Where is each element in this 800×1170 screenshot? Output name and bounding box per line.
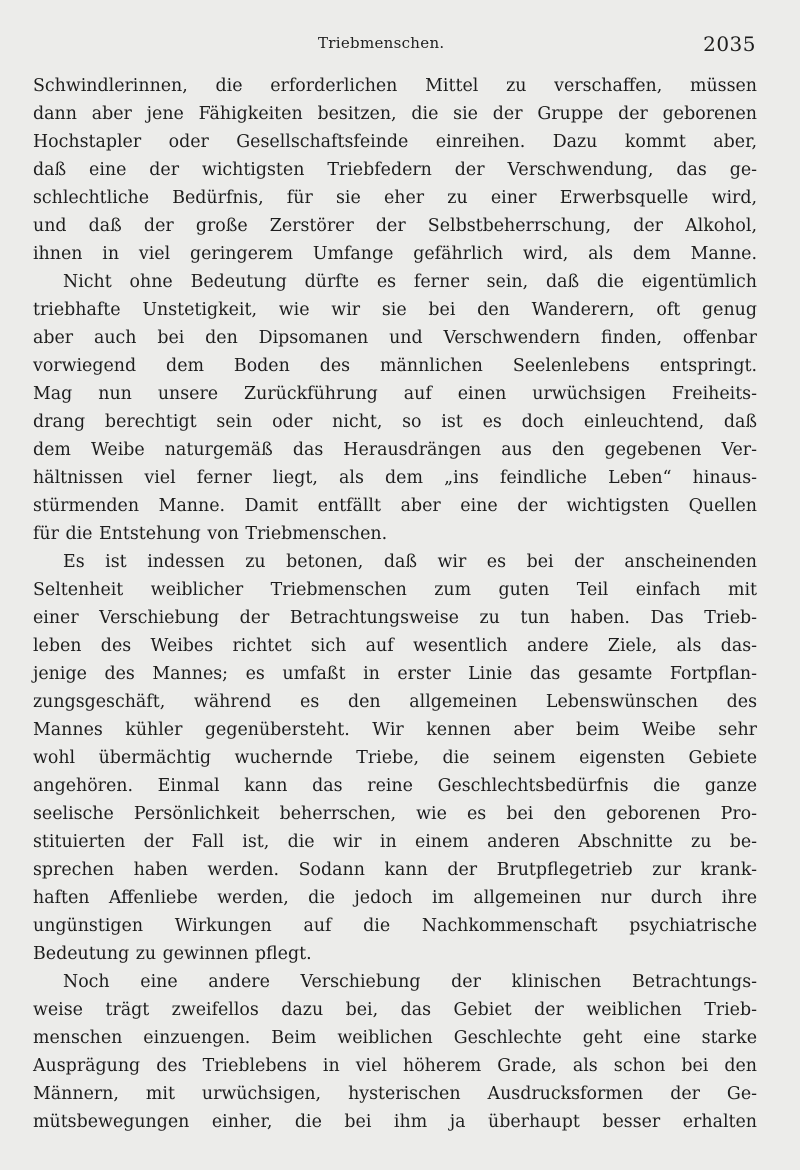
text-line: haften Affenliebe werden, die jedoch im allgemeinen nur durch ihre [33,888,757,908]
paragraph-4 [33,968,757,1136]
page-number: 2035 [703,32,756,56]
text-line: Mag nun unsere Zurückführung auf einen urwüchsigen Freiheits- [33,384,757,404]
page-header [0,0,800,60]
text-line: daß eine der wichtigsten Triebfedern der Verschwendung, das ge- [33,160,757,180]
text-line: weise trägt zweifellos dazu bei, das Gebiet der weiblichen Trieb- [33,1000,757,1020]
text-line: Es ist indessen zu betonen, daß wir es bei der anscheinenden [63,552,757,572]
text-line: sprechen haben werden. Sodann kann der Brutpflegetrieb zur krank- [33,860,757,880]
text-line: angehören. Einmal kann das reine Geschlechtsbedürfnis die ganze [33,776,757,796]
text-line: Schwindlerinnen, die erforderlichen Mittel zu verschaffen, müssen [33,76,757,96]
text-line: stituierten der Fall ist, die wir in einem anderen Abschnitte zu be- [33,832,757,852]
text-line: drang berechtigt sein oder nicht, so ist es doch einleuchtend, daß [33,412,757,432]
text-line: stürmenden Manne. Damit entfällt aber eine der wichtigsten Quellen [33,496,757,516]
text-line: und daß der große Zerstörer der Selbstbeherrschung, der Alkohol, [33,216,757,236]
text-line: ungünstigen Wirkungen auf die Nachkommenschaft psychiatrische [33,916,757,936]
text-line: seelische Persönlichkeit beherrschen, wie es bei den geborenen Pro- [33,804,757,824]
text-line: Nicht ohne Bedeutung dürfte es ferner sein, daß die eigentümlich [63,272,757,292]
text-line: Hochstapler oder Gesellschaftsfeinde einreihen. Dazu kommt aber, [33,132,757,152]
paragraph-3 [33,548,757,968]
text-line: aber auch bei den Dipsomanen und Verschwendern finden, offenbar [33,328,757,348]
body-text [33,72,757,1136]
text-line: einer Verschiebung der Betrachtungsweise zu tun haben. Das Trieb- [33,608,757,628]
text-line: menschen einzuengen. Beim weiblichen Geschlechte geht eine starke [33,1028,757,1048]
text-line: hältnissen viel ferner liegt, als dem „ins feindliche Leben“ hinaus- [33,468,757,488]
text-line: vorwiegend dem Boden des männlichen Seelenlebens entspringt. [33,356,757,376]
text-line: Männern, mit urwüchsigen, hysterischen Ausdrucksformen der Ge- [33,1084,757,1104]
text-line: mütsbewegungen einher, die bei ihm ja überhaupt besser erhalten [33,1112,757,1132]
text-line: schlechtliche Bedürfnis, für sie eher zu einer Erwerbsquelle wird, [33,188,757,208]
paragraph-1 [33,72,757,268]
running-title: Triebmenschen. [318,34,445,52]
text-line: Bedeutung zu gewinnen pflegt. [33,944,312,964]
text-line: Ausprägung des Trieblebens in viel höherem Grade, als schon bei den [33,1056,757,1076]
text-line: leben des Weibes richtet sich auf wesentlich andere Ziele, als das- [33,636,757,656]
text-line: triebhafte Unstetigkeit, wie wir sie bei den Wanderern, oft genug [33,300,757,320]
text-line: dem Weibe naturgemäß das Herausdrängen aus den gegebenen Ver- [33,440,757,460]
text-line: für die Entstehung von Triebmenschen. [33,524,388,544]
text-line: Noch eine andere Verschiebung der klinischen Betrachtungs- [63,972,757,992]
text-line: dann aber jene Fähigkeiten besitzen, die sie der Gruppe der geborenen [33,104,757,124]
text-line: zungsgeschäft, während es den allgemeinen Lebenswünschen des [33,692,757,712]
text-line: Seltenheit weiblicher Triebmenschen zum guten Teil einfach mit [33,580,757,600]
text-line: Mannes kühler gegenübersteht. Wir kennen aber beim Weibe sehr [33,720,757,740]
text-line: ihnen in viel geringerem Umfange gefährlich wird, als dem Manne. [33,244,757,264]
text-line: jenige des Mannes; es umfaßt in erster Linie das gesamte Fortpflan- [33,664,757,684]
text-line: wohl übermächtig wuchernde Triebe, die seinem eigensten Gebiete [33,748,757,768]
paragraph-2 [33,268,757,548]
